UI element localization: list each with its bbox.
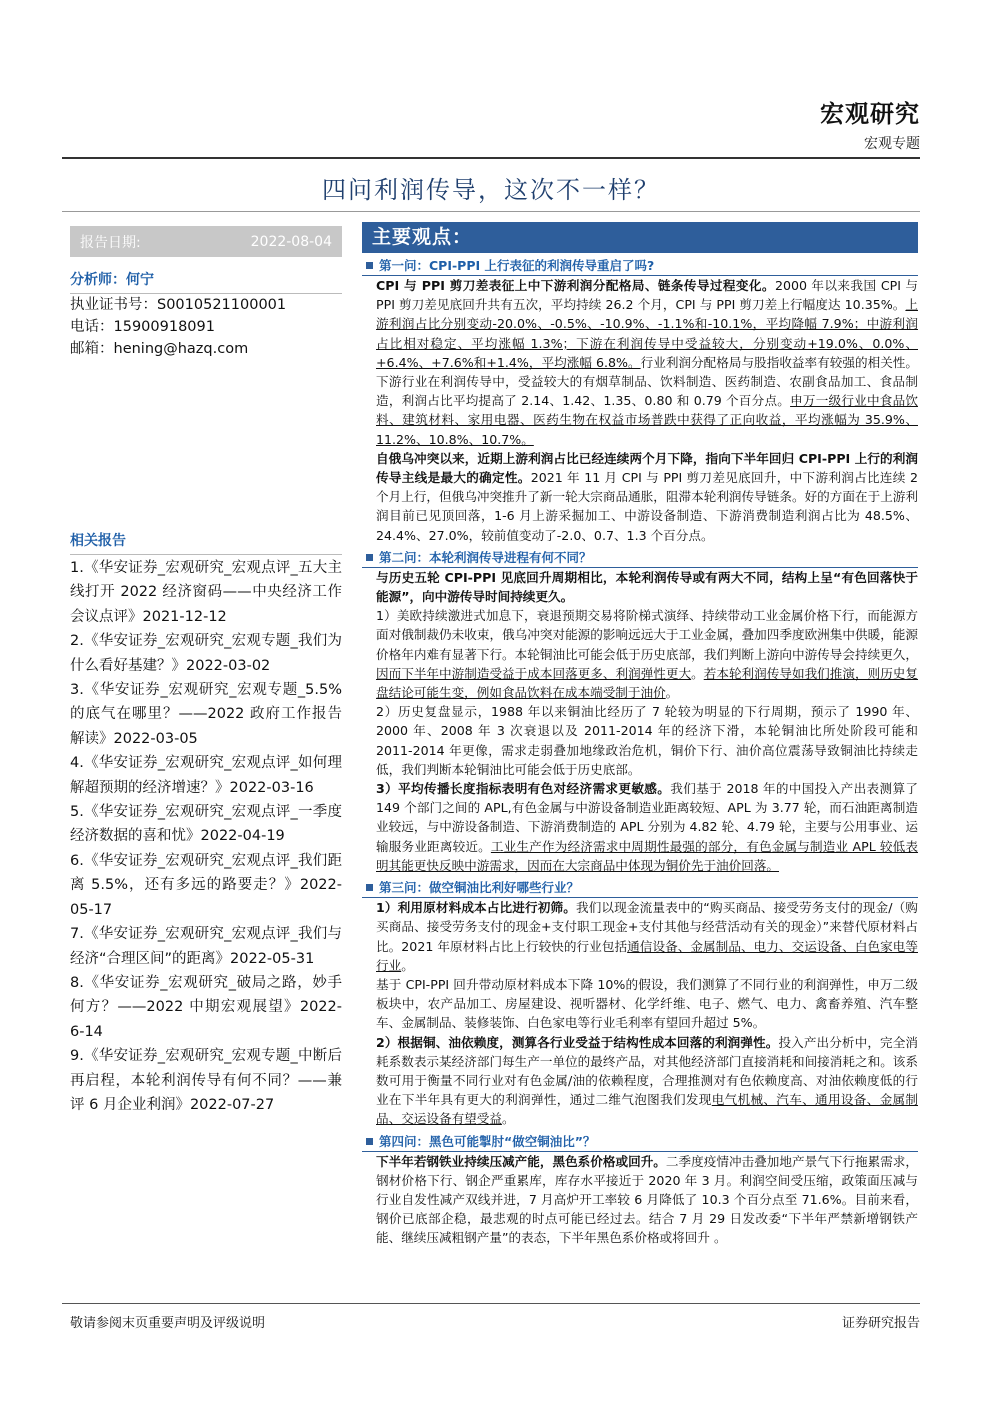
question-2-para-4 <box>362 779 918 875</box>
left-sidebar <box>70 226 342 360</box>
q2-p2-c: 。 <box>665 685 679 701</box>
q2-p2-underline-2: 若本轮利润传导如我们推演，则历史复盘结论可能生变，例如食品饮料在成本端受制于油价 <box>376 665 919 701</box>
footer-disclaimer: 敬请参阅末页重要声明及评级说明 <box>70 1316 266 1331</box>
main-content <box>362 222 918 1248</box>
question-1-heading <box>362 256 918 276</box>
q3-p3-underline: 电气机械、汽车、通用设备、金属制品、交运设备有望受益 <box>376 1092 919 1127</box>
q1-p2-bold: 自俄乌冲突以来，近期上游利润占比已经连续两个月下降，指向下半年回归 CPI-PPI 上行的利润传导主线是最大的确定性。 <box>376 450 918 486</box>
q2-p2-underline-1: 因而下半年中游制造受益于成本回落更多、利润弹性更大 <box>376 665 692 681</box>
brand-title: 宏观研究 <box>820 99 920 128</box>
email: 邮箱：hening@hazq.com <box>70 341 249 357</box>
q4-p1: 二季度疫情冲击叠加地产景气下行拖累需求，钢材价格下行、钢企严重累库，库存水平接近于 2020 年 3 月。利润空间受压缩，政策面压减与行业自发性减产双线并进，7 月高炉开工率较 6 月降低了 10.3 个百分点至 71.6%。目前来看，钢价已底部企稳，最悲观的时点可能已经过去。结合 7 月 29 日发改委“下半年严禁新增钢铁产能、继续压减粗钢产量”的表态，下半年黑色系价格或将回升 。 <box>376 1153 919 1246</box>
related-report-item[interactable]: 9.《华安证券_宏观研究_宏观专题_中断后再启程，本轮利润传导有何不同？——兼评 6 月企业利润》2022-07-27 <box>70 1048 342 1113</box>
q2-p4-underline: 工业生产作为经济需求中周期性最强的部分，有色金属与制造业 APL 较低表明其能更快反映中游需求，因而在大宗商品中体现为铜价先于油价回落。 <box>376 838 919 873</box>
bullet-square-icon <box>366 884 373 891</box>
key-points-header: 主要观点： <box>362 222 918 253</box>
q2-p4-bold: 3）平均传播长度指标表明有色对经济需求更敏感。 <box>376 781 671 797</box>
question-3-para-1 <box>362 898 918 975</box>
q1-p2: 2021 年 11 月 CPI 与 PPI 剪刀差见底回升，中下游利润占比连续 2 个月上行，但俄乌冲突推升了新一轮大宗商品通胀，阻滞本轮利润传导链条。好的方面在于上游利润目前已见顶回落，1-6 月上游采掘加工、中游设备制造、下游消费制造利润占比为 48.5%、24.4%、27.0%，较前值变动了-2.0、0.7、1.3 个百分点。 <box>376 470 918 543</box>
related-report-item[interactable]: 2.《华安证券_宏观研究_宏观专题_我们为什么看好基建？》2022-03-02 <box>70 633 342 674</box>
q3-p3-b: 。 <box>501 1111 515 1127</box>
question-4-para-1 <box>362 1152 918 1248</box>
phone: 电话：15900918091 <box>70 319 215 335</box>
q3-p1-bold: 1）利用原材料成本占比进行初筛。 <box>376 900 576 916</box>
header-divider <box>62 157 920 159</box>
bullet-square-icon <box>366 554 373 561</box>
q2-p4-a: 我们基于 2018 年的中国投入产出表测算了 149 个部门之间的 APL,有色金属与中游设备制造业距离较短、APL 为 3.77 轮，而石油距离制造业较远，与中游设备制造、下游消费制造的 APL 分别为 4.82 轮、4.79 轮，主要与公用事业、运输服务业距离较近。 <box>376 781 918 854</box>
report-title: 四问利润传导，这次不一样？ <box>322 176 660 204</box>
q2-p1-bold: 与历史五轮 CPI-PPI 见底回升周期相比，本轮利润传导或有两大不同，结构上呈“有色回落快于能源”，向中游传导时间持续更久。 <box>376 569 918 605</box>
question-2-para-3: 2）历史复盘显示，1988 年以来铜油比经历了 7 轮较为明显的下行周期，预示了 1990 年、2000 年、2008 年 3 次衰退以及 2011-2014 年的经济下滑，本轮铜油比所处阶段可能和 2011-2014 年更像，需求走弱叠加地缘政治危机，铜价下行、油价高位震荡导致铜油比持续走低，我们判断本轮铜油比可能会低于历史底部。 <box>376 704 918 777</box>
question-2-para-2 <box>362 606 918 702</box>
report-date-label: 报告日期: <box>80 234 141 251</box>
q2-p2-a: 1）美欧持续激进式加息下，衰退预期交易将阶梯式演绎、持续带动工业金属价格下行，而能源方面对俄制裁仍未收束，俄乌冲突对能源的影响远远大于工业金属，叠加四季度欧洲集中供暖，能源价格年内难有显著下行。本轮铜油比可能会低于历史底部，我们判断上游向中游传导会持续更久， <box>376 608 918 662</box>
brand-subtitle: 宏观专题 <box>864 136 920 152</box>
bullet-square-icon <box>366 262 373 269</box>
question-1-text: 第一问：CPI-PPI 上行表征的利润传导重启了吗? <box>379 258 655 273</box>
title-divider <box>62 211 920 212</box>
related-report-item[interactable]: 4.《华安证券_宏观研究_宏观点评_如何理解超预期的经济增速？》2022-03-16 <box>70 755 342 796</box>
question-3-text: 第三问：做空铜油比利好哪些行业？ <box>379 880 580 896</box>
report-date-bar <box>70 226 342 257</box>
question-4-text: 第四问：黑色可能掣肘“做空铜油比”？ <box>379 1133 596 1149</box>
related-report-item[interactable]: 8.《华安证券_宏观研究_破局之路，妙手何方？——2022 中期宏观展望》2022-6-14 <box>70 974 342 1040</box>
related-report-item[interactable]: 1.《华安证券_宏观研究_宏观点评_五大主线打开 2022 经济窗码——中央经济工作会议点评》2021-12-12 <box>70 560 342 625</box>
q1-p1-bold: CPI 与 PPI 剪刀差表征上中下游利润分配格局、链条传导过程变化。 <box>376 278 775 293</box>
question-3-para-2: 基于 CPI-PPI 回升带动原材料成本下降 10%的假设，我们测算了不同行业的利润弹性，申万二级板块中，农产品加工、房屋建设、视听器材、化学纤维、电子、燃气、电力、禽畜养殖、汽车整车、金属制品、装修装饰、白色家电等行业毛利率有望回升超过 5%。 <box>376 976 918 1031</box>
analyst-name: 分析师：何宁 <box>70 269 342 294</box>
q1-p1-underline-1: 上游利润占比分别变动-20.0%、-0.5%、-10.9%、-1.1%和-10.1%，平均降幅 7.9%；中游利润占比相对稳定、平均涨幅 1.3%；下游在利润传导中受益较大，分别变动+19.0%、0.0%、+6.4%、+7.6%和+1.4%，平均涨幅 6.8%。 <box>376 297 918 370</box>
related-report-item[interactable]: 3.《华安证券_宏观研究_宏观专题_5.5%的底气在哪里？——2022 政府工作报告解读》2022-03-05 <box>70 682 342 747</box>
q4-p1-bold: 下半年若钢铁业持续压减产能，黑色系价格或回升。 <box>376 1153 666 1169</box>
q3-p3-bold: 2）根据铜、油依赖度，测算各行业受益于结构性成本回落的利润弹性。 <box>376 1034 779 1050</box>
question-2-para-1 <box>362 568 918 606</box>
footer-label: 证券研究报告 <box>841 1316 920 1331</box>
cert-number: 执业证书号：S0010521100001 <box>70 297 287 313</box>
question-2-heading <box>362 548 918 568</box>
bullet-square-icon <box>366 1138 373 1145</box>
related-reports-list <box>70 556 342 1117</box>
related-report-item[interactable]: 5.《华安证券_宏观研究_宏观点评_一季度经济数据的喜和忧》2022-04-19 <box>70 804 342 845</box>
q3-p1-underline: 通信设备、金属制品、电力、交运设备、白色家电等行业 <box>376 938 918 973</box>
report-date-value: 2022-08-04 <box>250 233 332 250</box>
q3-p3-a: 投入产出分析中，完全消耗系数表示某经济部门每生产一单位的最终产品，对其他经济部门直接消耗和间接消耗之和。该系数可用于衡量不同行业对有色金属/油的依赖程度，合理推测对有色依赖度高、对油依赖度低的行业在下半年具有更大的利润弹性，通过二维气泡图我们发现 <box>376 1034 919 1108</box>
q3-p1-a: 我们以现金流量表中的“购买商品、接受劳务支付的现金/（购买商品、接受劳务支付的现金+支付职工现金+支付其他与经营活动有关的现金）”来替代原材料占比。2021 年原材料占比上行较快的行业包括 <box>376 900 918 954</box>
q2-p2-b: 。 <box>691 665 704 681</box>
question-3-para-3 <box>362 1033 918 1129</box>
q3-p1-b: 。 <box>401 957 414 973</box>
related-report-item[interactable]: 6.《华安证券_宏观研究_宏观点评_我们距离 5.5%，还有多远的路要走？》2022-05-17 <box>70 852 342 918</box>
q1-p1-underline-2: 申万一级行业中食品饮料、建筑材料、家用电器、医药生物在权益市场普跌中获得了正向收益，平均涨幅为 35.9%、11.2%、10.8%、10.7%。 <box>376 393 919 447</box>
question-1-para-2 <box>362 449 918 545</box>
q1-p1-a: 2000 年以来我国 CPI 与 PPI 剪刀差见底回升共有五次，平均持续 26.2 个月，CPI 与 PPI 剪刀差上行幅度达 10.35%。 <box>376 278 918 313</box>
related-report-item[interactable]: 7.《华安证券_宏观研究_宏观点评_我们与经济“合理区间”的距离》2022-05-31 <box>70 926 342 967</box>
related-reports-title: 相关报告 <box>70 530 342 555</box>
question-1-para-1 <box>362 276 918 449</box>
question-4-heading <box>362 1132 918 1152</box>
question-3-heading <box>362 878 918 898</box>
q1-p1-b: 行业利润分配格局与股指收益率有较强的相关性。下游行业在利润传导中，受益较大的有烟草制品、饮料制造、医药制造、农副食品加工、食品制造，利润占比平均提高了 2.14、1.42、1.35、0.80 和 0.79 个百分点。 <box>376 354 919 409</box>
question-2-text: 第二问：本轮利润传导进程有何不同？ <box>379 549 592 565</box>
footer-divider <box>62 1303 920 1304</box>
